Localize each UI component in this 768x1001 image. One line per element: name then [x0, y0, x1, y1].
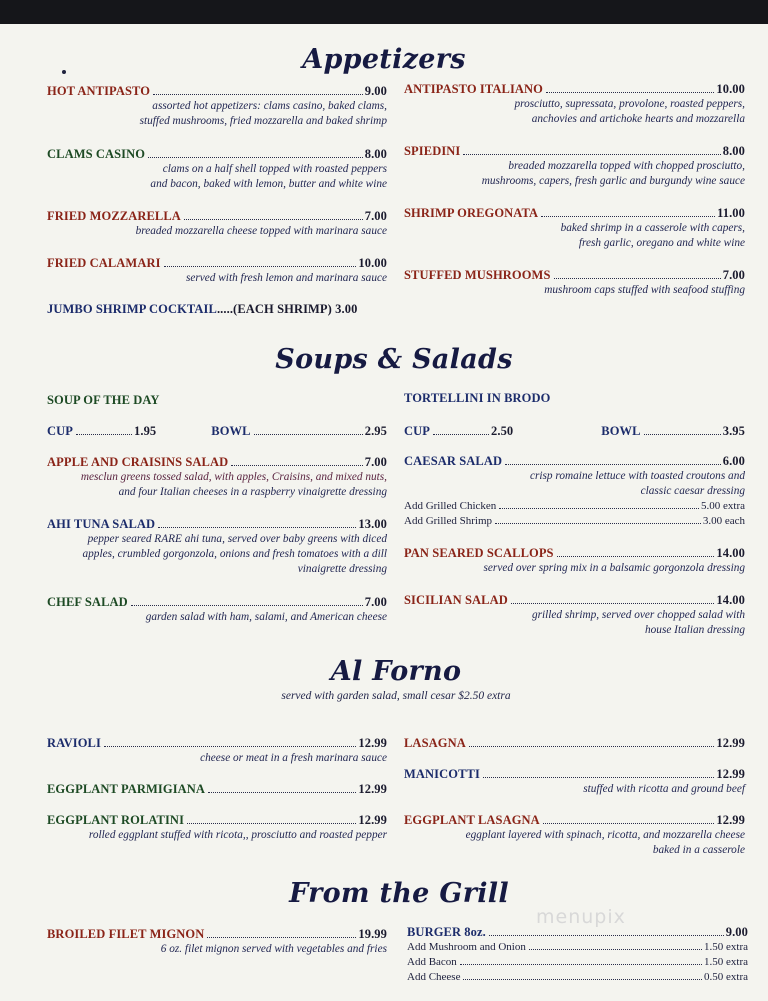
menu-item-stuffed-mushrooms [404, 268, 745, 298]
addon-grilled-shrimp [404, 514, 745, 529]
item-desc: house Italian dressing [645, 624, 745, 636]
item-price: 10.00 [716, 82, 745, 96]
item-name: SHRIMP OREGONATA [404, 206, 539, 220]
cup-label: CUP [47, 424, 73, 438]
item-price: 12.99 [358, 813, 387, 827]
item-name: APPLE AND CRAISINS SALAD [47, 455, 229, 469]
addon-label: Add Grilled Chicken [404, 500, 497, 512]
item-desc: assorted hot appetizers: clams casino, baked clams, [152, 100, 387, 112]
leader-dots [208, 792, 356, 793]
item-desc: crisp romaine lettuce with toasted croutons and [529, 470, 745, 482]
leader-dots [554, 278, 721, 279]
item-name: BURGER 8oz. [407, 925, 486, 939]
watermark: menupix [536, 906, 626, 928]
leader-dots [148, 157, 363, 158]
item-price: 7.00 [722, 268, 745, 282]
item-desc: and bacon, baked with lemon, butter and white wine [150, 178, 387, 190]
item-price: 9.00 [364, 84, 387, 98]
item-name: FRIED MOZZARELLA [47, 209, 181, 223]
item-name: FRIED CALAMARI [47, 256, 161, 270]
item-price: 6.00 [722, 454, 745, 468]
leader-dots [433, 434, 489, 435]
item-price: 12.99 [716, 767, 745, 781]
item-price: 9.00 [725, 925, 748, 939]
leader-dots [164, 266, 357, 267]
menu-item-chef-salad [47, 595, 387, 625]
item-name: BROILED FILET MIGNON [47, 927, 205, 941]
item-price: 12.99 [358, 736, 387, 750]
menu-item-spiedini [404, 144, 745, 189]
item-desc: classic caesar dressing [640, 485, 745, 497]
item-price: .....(EACH SHRIMP) 3.00 [216, 302, 358, 316]
item-name: CLAMS CASINO [47, 147, 146, 161]
section-title-al-forno: Al Forno [330, 656, 462, 687]
item-price: 13.00 [358, 517, 387, 531]
soup-day-sizes [47, 424, 387, 439]
bowl-label: BOWL [601, 424, 641, 438]
menu-item-tortellini-in-brodo [404, 391, 745, 406]
item-price: 8.00 [364, 147, 387, 161]
item-desc: breaded mozzarella cheese topped with marinara sauce [135, 225, 387, 237]
item-name: EGGPLANT PARMIGIANA [47, 782, 206, 796]
item-desc: served with fresh lemon and marinara sauce [185, 272, 387, 284]
item-name: RAVIOLI [47, 736, 101, 750]
item-name: CAESAR SALAD [404, 454, 503, 468]
addon-price: 1.50 extra [704, 941, 748, 953]
leader-dots [187, 823, 356, 824]
addon-bacon [407, 955, 748, 970]
item-desc: mesclun greens tossed salad, with apples, Craisins, and mixed nuts, [80, 471, 387, 483]
leader-dots [644, 434, 721, 435]
addon-price: 1.50 extra [704, 956, 748, 968]
menu-item-soup-of-the-day [47, 393, 387, 408]
item-price: 7.00 [364, 209, 387, 223]
addon-price: 0.50 extra [704, 971, 748, 983]
leader-dots [541, 216, 715, 217]
item-name: EGGPLANT LASAGNA [404, 813, 540, 827]
leader-dots [557, 556, 715, 557]
item-desc: eggplant layered with spinach, ricotta, and mozzarella cheese [465, 829, 745, 841]
item-name: SPIEDINI [404, 144, 461, 158]
tortellini-sizes [404, 424, 745, 439]
leader-dots [483, 777, 714, 778]
menu-item-burger [407, 925, 748, 985]
item-price: 19.99 [358, 927, 387, 941]
leader-dots [463, 154, 720, 155]
menu-item-antipasto-italiano [404, 82, 745, 127]
item-price: 12.99 [358, 782, 387, 796]
addon-price: 3.00 each [702, 515, 745, 527]
item-name: SOUP OF THE DAY [47, 393, 160, 407]
item-desc: breaded mozzarella topped with chopped prosciutto, [508, 160, 745, 172]
item-price: 11.00 [717, 206, 745, 220]
item-price: 12.99 [716, 736, 745, 750]
item-name: CHEF SALAD [47, 595, 128, 609]
leader-dots [153, 94, 363, 95]
menu-item-apple-craisins-salad [47, 455, 387, 500]
cup-price: 1.95 [134, 424, 157, 438]
leader-dots [511, 603, 715, 604]
leader-dots [460, 964, 702, 965]
item-desc: stuffed mushrooms, fried mozzarella and baked shrimp [139, 115, 387, 127]
addon-grilled-chicken [404, 499, 745, 514]
addon-label: Add Mushroom and Onion [407, 941, 526, 953]
item-name: JUMBO SHRIMP COCKTAIL [47, 302, 217, 316]
item-desc: anchovies and artichoke hearts and mozzarella [531, 113, 745, 125]
item-name: EGGPLANT ROLATINI [47, 813, 185, 827]
menu-item-broiled-filet-mignon [47, 927, 387, 957]
section-title-appetizers: Appetizers [302, 44, 466, 75]
bowl-label: BOWL [211, 424, 251, 438]
menu-item-eggplant-lasagna [404, 813, 745, 858]
item-name: ANTIPASTO ITALIANO [404, 82, 543, 96]
menu-item-manicotti [404, 767, 745, 797]
item-desc: mushrooms, capers, fresh garlic and burgundy wine sauce [481, 175, 745, 187]
menu-item-hot-antipasto [47, 84, 387, 129]
leader-dots [495, 523, 701, 524]
item-name: STUFFED MUSHROOMS [404, 268, 551, 282]
menu-item-fried-mozzarella [47, 209, 387, 239]
addon-price: 5.00 extra [701, 500, 745, 512]
item-name: LASAGNA [404, 736, 466, 750]
addon-label: Add Grilled Shrimp [404, 515, 492, 527]
leader-dots [158, 527, 356, 528]
leader-dots [131, 605, 363, 606]
menu-item-sicilian-salad [404, 593, 745, 638]
leader-dots [529, 949, 702, 950]
leader-dots [543, 823, 715, 824]
item-desc: 6 oz. filet mignon served with vegetables and fries [160, 943, 387, 955]
item-desc: pepper seared RARE ahi tuna, served over baby greens with diced [87, 533, 387, 545]
item-price: 14.00 [716, 593, 745, 607]
leader-dots [489, 935, 724, 936]
leader-dots [207, 937, 356, 938]
leader-dots [254, 434, 363, 435]
menu-item-jumbo-shrimp-cocktail [47, 302, 387, 317]
item-name: PAN SEARED SCALLOPS [404, 546, 554, 560]
menu-item-fried-calamari [47, 256, 387, 286]
item-name: AHI TUNA SALAD [47, 517, 156, 531]
al-forno-note: served with garden salad, small cesar $2.50 extra [281, 690, 511, 702]
menu-item-eggplant-rolatini [47, 813, 387, 843]
item-desc: grilled shrimp, served over chopped salad with [531, 609, 745, 621]
item-desc: clams on a half shell topped with roasted peppers [162, 163, 387, 175]
item-price: 7.00 [364, 595, 387, 609]
section-title-from-the-grill: From the Grill [289, 878, 509, 909]
bowl-price: 2.95 [364, 424, 387, 438]
item-name: SICILIAN SALAD [404, 593, 508, 607]
item-desc: mushroom caps stuffed with seafood stuffing [544, 284, 745, 296]
item-desc: fresh garlic, oregano and white wine [578, 237, 745, 249]
item-price: 12.99 [716, 813, 745, 827]
addon-label: Add Cheese [407, 971, 461, 983]
bowl-price: 3.95 [722, 424, 745, 438]
leader-dots [499, 508, 699, 509]
item-name: HOT ANTIPASTO [47, 84, 151, 98]
leader-dots [76, 434, 132, 435]
item-desc: garden salad with ham, salami, and American cheese [145, 611, 387, 623]
menu-item-ahi-tuna-salad [47, 517, 387, 577]
item-price: 8.00 [722, 144, 745, 158]
leader-dots [463, 979, 702, 980]
addon-label: Add Bacon [407, 956, 457, 968]
menu-item-pan-seared-scallops [404, 546, 745, 576]
menu-item-ravioli [47, 736, 387, 766]
item-name: MANICOTTI [404, 767, 480, 781]
menu-item-lasagna [404, 736, 745, 751]
addon-mushroom-onion [407, 940, 748, 955]
leader-dots [231, 465, 362, 466]
cup-label: CUP [404, 424, 430, 438]
top-border [0, 0, 768, 24]
item-desc: prosciutto, supressata, provolone, roasted peppers, [514, 98, 745, 110]
item-desc: apples, crumbled gorgonzola, onions and fresh tomatoes with a dill [82, 548, 387, 560]
item-desc: stuffed with ricotta and ground beef [583, 783, 745, 795]
menu-item-shrimp-oregonata [404, 206, 745, 251]
item-desc: vinaigrette dressing [297, 563, 387, 575]
cup-price: 2.50 [491, 424, 514, 438]
menu-item-eggplant-parmigiana [47, 782, 387, 797]
item-desc: rolled eggplant stuffed with ricota,, prosciutto and roasted pepper [88, 829, 387, 841]
item-desc: served over spring mix in a balsamic gorgonzola dressing [483, 562, 745, 574]
item-desc: cheese or meat in a fresh marinara sauce [200, 752, 387, 764]
item-desc: baked in a casserole [652, 844, 745, 856]
leader-dots [505, 464, 721, 465]
menu-item-caesar-salad [404, 454, 745, 529]
item-price: 14.00 [716, 546, 745, 560]
addon-cheese [407, 970, 748, 985]
item-desc: and four Italian cheeses in a raspberry vinaigrette dressing [118, 486, 387, 498]
item-desc: baked shrimp in a casserole with capers, [560, 222, 745, 234]
leader-dots [184, 219, 363, 220]
item-name: TORTELLINI IN BRODO [404, 391, 551, 405]
leader-dots [469, 746, 715, 747]
leader-dots [546, 92, 714, 93]
menu-item-clams-casino [47, 147, 387, 192]
leader-dots [104, 746, 356, 747]
item-price: 7.00 [364, 455, 387, 469]
section-title-soups-salads: Soups & Salads [275, 344, 513, 375]
item-price: 10.00 [358, 256, 387, 270]
